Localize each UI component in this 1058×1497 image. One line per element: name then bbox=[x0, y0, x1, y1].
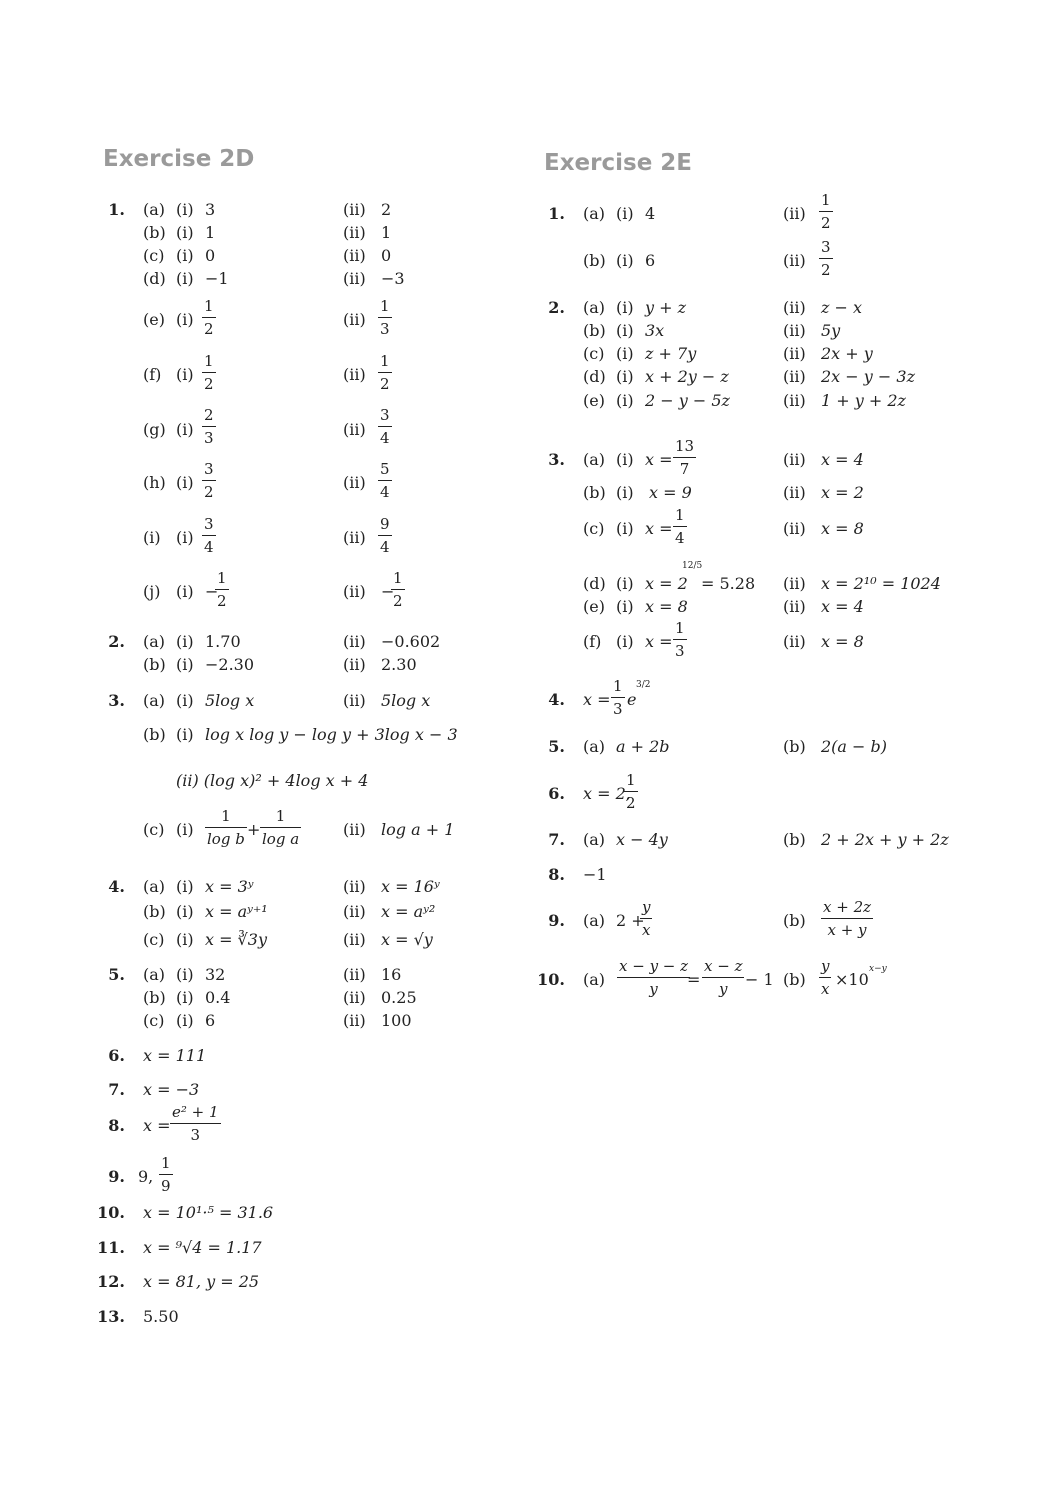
fraction: y x bbox=[821, 957, 830, 998]
question-number: 12. bbox=[97, 1272, 125, 1291]
fraction: 1 3 bbox=[675, 619, 685, 660]
fraction: 1 3 bbox=[613, 677, 623, 718]
fraction: 3 2 bbox=[821, 238, 831, 279]
question-number: 1. bbox=[548, 204, 565, 223]
fraction: y x bbox=[642, 898, 651, 939]
fraction: 1 2 bbox=[821, 191, 831, 232]
fraction: 1 4 bbox=[675, 506, 685, 547]
question-number: 6. bbox=[548, 784, 565, 803]
question-number: 3. bbox=[108, 691, 125, 710]
q6-answer: x = 111 bbox=[143, 1046, 207, 1065]
question-number: 8. bbox=[548, 865, 565, 884]
fraction: 1 2 bbox=[393, 569, 403, 610]
question-number: 6. bbox=[108, 1046, 125, 1065]
fraction: 1 2 bbox=[217, 569, 227, 610]
fraction: 1 2 bbox=[204, 297, 214, 338]
fraction: 1 9 bbox=[161, 1154, 171, 1195]
fraction: 13 7 bbox=[675, 437, 695, 478]
question-number: 7. bbox=[548, 830, 565, 849]
fraction: 1 3 bbox=[380, 297, 390, 338]
q12-answer: x = 81, y = 25 bbox=[143, 1272, 260, 1291]
question-number: 2. bbox=[548, 298, 565, 317]
q3-row-b-ii: (ii) (log x)² + 4log x + 4 bbox=[176, 771, 369, 790]
fraction: 1 2 bbox=[626, 771, 636, 812]
fraction: 5 4 bbox=[380, 460, 390, 501]
fraction: 1 2 bbox=[380, 352, 390, 393]
question-number: 4. bbox=[548, 690, 565, 709]
fraction: 1 log b bbox=[207, 807, 245, 848]
fraction: 3 4 bbox=[204, 515, 214, 556]
question-number: 9. bbox=[108, 1167, 125, 1186]
question-number: 13. bbox=[97, 1307, 125, 1326]
fraction: 1 2 bbox=[204, 352, 214, 393]
fraction: x + 2z x + y bbox=[823, 898, 872, 939]
exercise-2e-title: Exercise 2E bbox=[544, 150, 693, 176]
q10-answer: x = 10¹·⁵ = 31.6 bbox=[143, 1203, 274, 1222]
exercise-2d-title: Exercise 2D bbox=[103, 146, 255, 172]
question-number: 10. bbox=[537, 970, 565, 989]
q11-answer: x = ⁹√4 = 1.17 bbox=[143, 1238, 262, 1257]
question-number: 2. bbox=[108, 632, 125, 651]
fraction: 9 4 bbox=[380, 515, 390, 556]
fraction: 2 3 bbox=[204, 406, 214, 447]
q7-answer: x = −3 bbox=[143, 1080, 200, 1099]
question-number: 9. bbox=[548, 911, 565, 930]
q13-answer: 5.50 bbox=[143, 1307, 179, 1326]
question-number: 11. bbox=[97, 1238, 125, 1257]
fraction: x − z y bbox=[704, 957, 743, 998]
fraction: e² + 1 3 bbox=[172, 1103, 219, 1144]
question-number: 8. bbox=[108, 1116, 125, 1135]
question-number: 5. bbox=[108, 965, 125, 984]
fraction: 3 4 bbox=[380, 406, 390, 447]
fraction: 1 log a bbox=[262, 807, 300, 848]
q8-answer: −1 bbox=[583, 865, 607, 884]
question-number: 3. bbox=[548, 450, 565, 469]
question-number: 4. bbox=[108, 877, 125, 896]
question-number: 5. bbox=[548, 737, 565, 756]
question-number: 1. bbox=[108, 200, 125, 219]
question-number: 10. bbox=[97, 1203, 125, 1222]
fraction: x − y − z y bbox=[619, 957, 689, 998]
fraction: 3 2 bbox=[204, 460, 214, 501]
question-number: 7. bbox=[108, 1080, 125, 1099]
